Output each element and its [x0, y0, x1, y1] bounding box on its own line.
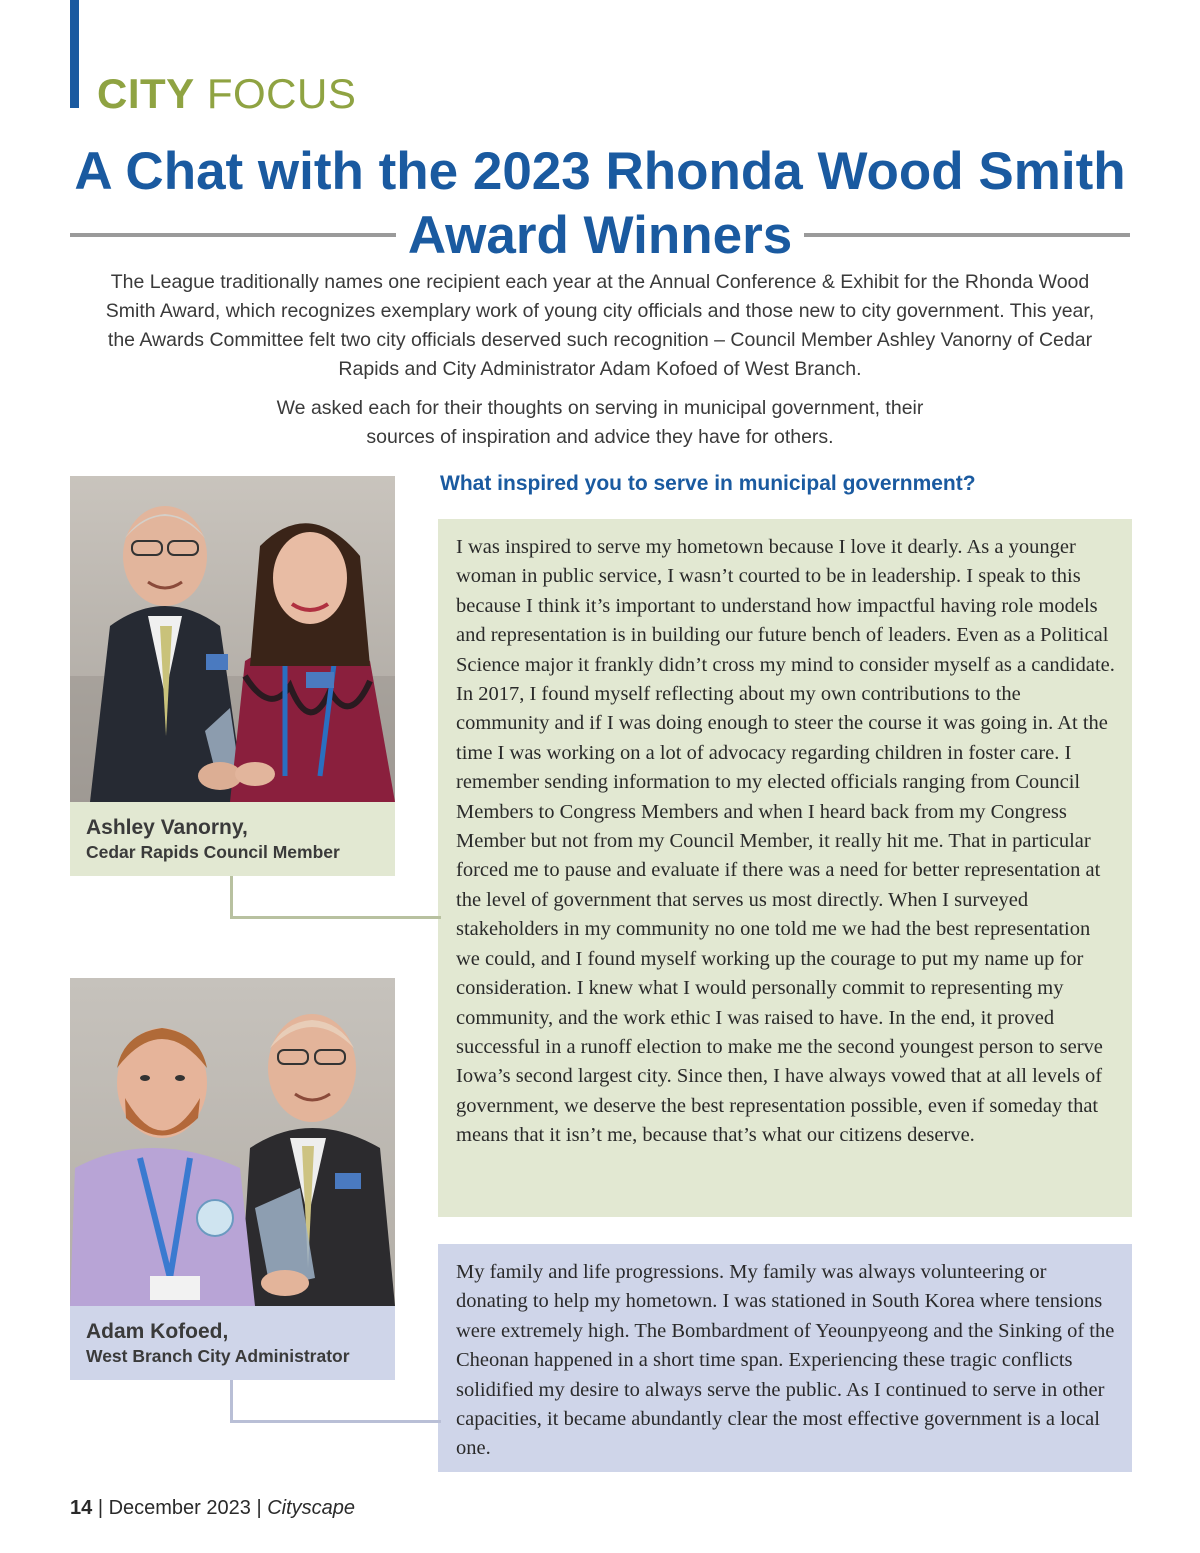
publication-name: Cityscape — [267, 1497, 356, 1519]
connector-line-adam — [230, 1380, 441, 1423]
caption-role: West Branch City Administrator — [86, 1346, 350, 1366]
intro-paragraph-2: We asked each for their thoughts on serving in municipal government, their sources of inspiration and advice they have for others. — [276, 397, 924, 448]
answer-adam: My family and life progressions. My family was always volunteering or donating to help my hometown. I was stationed in South Korea where tensions were extremely high. The Bombardment of Yeounpyeong and the Sinking of the Cheonan happened in a short time span. Experiencing these tragic conflicts solidified my desire to always serve the public. As I continued to serve in other capacities, it became abundantly clear the most effective government is a local one. — [438, 1244, 1132, 1472]
page-title-line2: Award Winners — [407, 206, 793, 265]
answer-ashley: I was inspired to serve my hometown because I love it dearly. As a younger woman in public service, I wasn’t courted to be in leadership. I speak to this because I think it’s important to understand how impactful having role models and representation is in building our future bench of leaders. Even as a Political Science major it frankly didn’t cross my mind to consider myself as a candidate. In 2017, I found myself reflecting about my own contributions to the community and if I was doing enough to steer the course it was going in. At the time I was working on a lot of advocacy regarding children in foster care. I remember sending information to my elected officials ranging from Council Members to Congress Members and when I heard back from my Congress Member but not from my Council Member, it really hit me. That in particular forced me to pause and evaluate if there was a need for better representation at the level of government that serves us most directly. When I surveyed stakeholders in my community no one told me we had the best representation we could, and I found myself working up the courage to put my name up for consideration. I knew what I would personally commit to representing my community, and the work ethic I was raised to have. In the end, it proved successful in a runoff election to make me the second youngest person to serve Iowa’s second largest city. Since then, I have always vowed that at all levels of government, we deserve the best representation possible, even if someday that means that it isn’t me, because that’s what our citizens deserve. — [438, 519, 1132, 1217]
photo-adam-kofoed — [70, 978, 395, 1306]
photo-ashley-vanorny — [70, 476, 395, 802]
caption-adam — [70, 1306, 395, 1380]
issue-date: December 2023 — [108, 1497, 251, 1519]
section-label-rest: FOCUS — [206, 70, 357, 117]
intro-paragraph: The League traditionally names one recipient each year at the Annual Conference & Exhibit for the Rhonda Wood Smith Award, which recognizes exemplary work of young city officials and those new to city government. This year, the Awards Committee felt two city officials deserved such recognition – Council Member Ashley Vanorny of Cedar Rapids and City Administrator Adam Kofoed of West Branch. — [105, 271, 1095, 380]
caption-ashley — [70, 802, 395, 876]
page-number: 14 — [70, 1497, 93, 1519]
title-rule-right — [804, 233, 1130, 237]
section-label — [97, 70, 356, 118]
accent-bar — [70, 0, 79, 108]
footer-separator: | — [256, 1497, 262, 1519]
section-label-bold: CITY — [97, 70, 195, 117]
question-heading: What inspired you to serve in municipal government? — [440, 472, 976, 495]
title-rule-left — [70, 233, 396, 237]
page-footer — [70, 1497, 355, 1520]
connector-line-ashley — [230, 876, 441, 919]
caption-name: Adam Kofoed, — [86, 1320, 229, 1343]
caption-role: Cedar Rapids Council Member — [86, 842, 340, 862]
page-title-line1: A Chat with the 2023 Rhonda Wood Smith — [74, 142, 1126, 201]
caption-name: Ashley Vanorny, — [86, 816, 248, 839]
footer-separator: | — [97, 1497, 104, 1519]
page-title — [0, 140, 1200, 268]
